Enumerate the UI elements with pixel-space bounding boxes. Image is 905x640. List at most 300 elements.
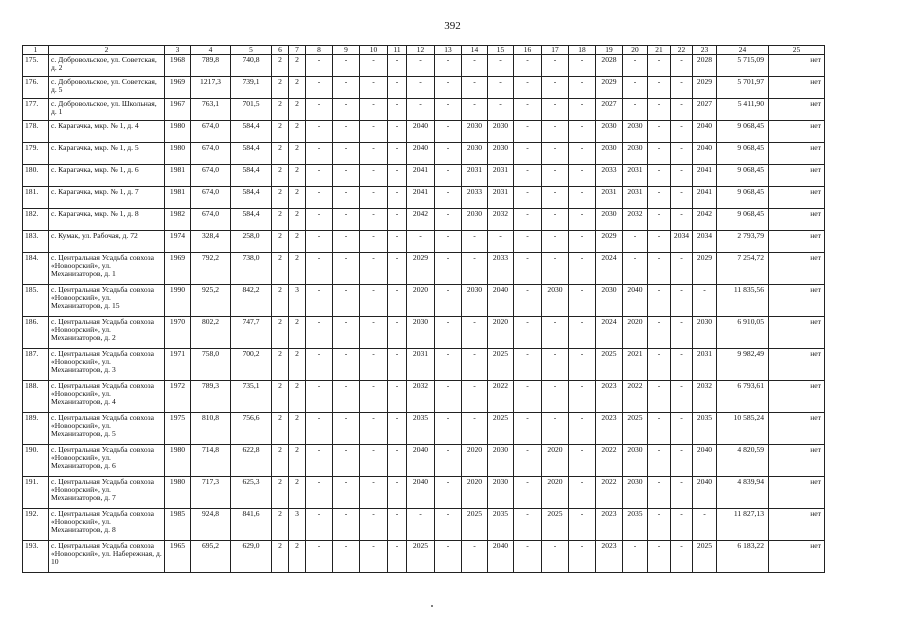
column-number-cell: 9 <box>333 46 360 55</box>
table-cell: 2022 <box>623 381 648 413</box>
table-cell: - <box>462 349 488 381</box>
table-cell: 717,3 <box>191 477 231 509</box>
table-cell: - <box>671 541 693 573</box>
table-cell: - <box>514 77 542 99</box>
table-cell: - <box>407 509 435 541</box>
table-cell: - <box>407 99 435 121</box>
table-cell: 2028 <box>596 55 623 77</box>
table-cell: 2025 <box>542 509 569 541</box>
table-cell: 2 <box>272 143 289 165</box>
table-cell: - <box>333 99 360 121</box>
table-cell: 2 <box>289 187 306 209</box>
table-cell: - <box>360 509 388 541</box>
address-cell: с. Центральная Усадьба совхоза «Новоорский», ул. Механизаторов, д. 8 <box>49 509 165 541</box>
table-cell: 2021 <box>623 349 648 381</box>
table-cell: 2030 <box>462 121 488 143</box>
table-cell: - <box>462 55 488 77</box>
table-cell: - <box>435 253 462 285</box>
table-cell: - <box>388 143 407 165</box>
table-cell: - <box>360 55 388 77</box>
table-cell: - <box>388 381 407 413</box>
table-cell: - <box>542 231 569 253</box>
table-cell: 700,2 <box>231 349 272 381</box>
table-cell: 2030 <box>488 477 514 509</box>
table-cell: 792,2 <box>191 253 231 285</box>
table-cell: - <box>306 381 333 413</box>
status-cell: нет <box>769 349 825 381</box>
table-cell: - <box>306 317 333 349</box>
table-cell: - <box>514 381 542 413</box>
table-cell: 1969 <box>165 77 191 99</box>
table-cell: - <box>407 77 435 99</box>
table-cell: 2 <box>289 477 306 509</box>
table-cell: 2023 <box>596 509 623 541</box>
column-number-cell: 10 <box>360 46 388 55</box>
table-cell: - <box>388 231 407 253</box>
table-cell: - <box>388 509 407 541</box>
table-cell: 584,4 <box>231 143 272 165</box>
table-cell: - <box>333 445 360 477</box>
table-cell: - <box>435 317 462 349</box>
table-cell: 2 <box>272 209 289 231</box>
table-cell: - <box>569 187 596 209</box>
table-cell: 2024 <box>596 253 623 285</box>
table-cell: 2030 <box>623 143 648 165</box>
table-cell: - <box>462 99 488 121</box>
table-cell: 2 <box>272 253 289 285</box>
table-cell: 3 <box>289 285 306 317</box>
table-cell: - <box>360 253 388 285</box>
column-number-cell: 16 <box>514 46 542 55</box>
table-cell: - <box>360 187 388 209</box>
table-cell: 2041 <box>407 165 435 187</box>
table-cell: 2023 <box>596 541 623 573</box>
table-row <box>23 285 825 317</box>
table-cell: 2030 <box>462 285 488 317</box>
table-cell: - <box>360 143 388 165</box>
table-cell: 2040 <box>407 445 435 477</box>
table-cell: - <box>435 165 462 187</box>
table-cell: - <box>514 349 542 381</box>
table-cell: - <box>671 121 693 143</box>
table-row <box>23 99 825 121</box>
table-cell: 2030 <box>462 143 488 165</box>
column-number-cell: 23 <box>693 46 717 55</box>
table-cell: - <box>388 349 407 381</box>
table-cell: - <box>514 187 542 209</box>
table-cell: 2 <box>272 187 289 209</box>
table-cell: 1990 <box>165 285 191 317</box>
status-cell: нет <box>769 445 825 477</box>
table-row <box>23 55 825 77</box>
table-cell: 2030 <box>596 143 623 165</box>
column-number-cell: 5 <box>231 46 272 55</box>
table-cell: - <box>514 541 542 573</box>
table-cell: - <box>333 121 360 143</box>
table-cell: - <box>648 143 671 165</box>
table-cell: 584,4 <box>231 121 272 143</box>
table-cell: 2 <box>272 165 289 187</box>
table-cell: 2029 <box>596 231 623 253</box>
column-number-cell: 25 <box>769 46 825 55</box>
table-cell: - <box>648 349 671 381</box>
table-cell: - <box>462 413 488 445</box>
table-cell: - <box>388 445 407 477</box>
table-cell: - <box>360 541 388 573</box>
table-cell: 674,0 <box>191 187 231 209</box>
table-cell: - <box>542 209 569 231</box>
status-cell: нет <box>769 477 825 509</box>
column-number-cell: 20 <box>623 46 648 55</box>
table-cell: 2023 <box>596 381 623 413</box>
table-row <box>23 209 825 231</box>
table-row <box>23 121 825 143</box>
table-row <box>23 541 825 573</box>
table-cell: - <box>623 55 648 77</box>
table-cell: - <box>514 143 542 165</box>
table-cell: 2020 <box>623 317 648 349</box>
table-cell: 674,0 <box>191 143 231 165</box>
table-cell: 2020 <box>542 477 569 509</box>
table-cell: - <box>648 477 671 509</box>
table-cell: 674,0 <box>191 121 231 143</box>
table-cell: 1969 <box>165 253 191 285</box>
table-cell: 2030 <box>596 121 623 143</box>
table-cell: - <box>462 77 488 99</box>
table-cell: 2024 <box>596 317 623 349</box>
table-cell: 2040 <box>407 477 435 509</box>
table-cell: - <box>648 445 671 477</box>
table-row <box>23 317 825 349</box>
table-cell: - <box>333 509 360 541</box>
table-cell: 2030 <box>488 121 514 143</box>
table-cell: 2025 <box>693 541 717 573</box>
table-cell: 2 <box>289 349 306 381</box>
table-cell: 2034 <box>693 231 717 253</box>
table-cell: 2040 <box>693 477 717 509</box>
column-number-cell: 15 <box>488 46 514 55</box>
table-cell: 674,0 <box>191 209 231 231</box>
table-cell: 714,8 <box>191 445 231 477</box>
table-cell: - <box>360 381 388 413</box>
table-cell: - <box>306 231 333 253</box>
table-cell: 1217,3 <box>191 77 231 99</box>
address-cell: с. Добровольское, ул. Советская, д. 5 <box>49 77 165 99</box>
table-cell: 2025 <box>488 413 514 445</box>
table-cell: 1980 <box>165 121 191 143</box>
address-cell: с. Карагачка, мкр. № 1, д. 6 <box>49 165 165 187</box>
table-cell: - <box>488 231 514 253</box>
table-cell: - <box>435 231 462 253</box>
table-cell: - <box>306 121 333 143</box>
table-cell: - <box>671 187 693 209</box>
table-cell: 2030 <box>623 121 648 143</box>
column-number-cell: 17 <box>542 46 569 55</box>
table-cell: 2030 <box>488 445 514 477</box>
table-cell: - <box>514 55 542 77</box>
column-number-header-row <box>23 46 825 55</box>
status-cell: нет <box>769 285 825 317</box>
table-cell: - <box>569 381 596 413</box>
table-cell: 2040 <box>488 541 514 573</box>
table-cell: 2 <box>272 55 289 77</box>
row-number-cell: 177. <box>23 99 49 121</box>
table-cell: 2025 <box>462 509 488 541</box>
table-cell: 674,0 <box>191 165 231 187</box>
address-cell: с. Центральная Усадьба совхоза «Новоорский», ул. Механизаторов, д. 7 <box>49 477 165 509</box>
table-cell: - <box>462 253 488 285</box>
cost-cell: 11 827,13 <box>717 509 769 541</box>
table-cell: 1971 <box>165 349 191 381</box>
table-cell: - <box>671 253 693 285</box>
table-cell: - <box>542 187 569 209</box>
table-cell: 2 <box>289 121 306 143</box>
table-cell: 629,0 <box>231 541 272 573</box>
status-cell: нет <box>769 317 825 349</box>
table-cell: 2035 <box>623 509 648 541</box>
status-cell: нет <box>769 121 825 143</box>
table-cell: 2029 <box>693 253 717 285</box>
table-row <box>23 187 825 209</box>
page-number: 392 <box>444 20 461 32</box>
table-cell: 2 <box>272 349 289 381</box>
address-cell: с. Добровольское, ул. Школьная, д. 1 <box>49 99 165 121</box>
table-cell: 2040 <box>488 285 514 317</box>
table-cell: - <box>360 121 388 143</box>
table-cell: 2030 <box>623 445 648 477</box>
table-cell: - <box>648 99 671 121</box>
table-cell: 1981 <box>165 165 191 187</box>
table-cell: - <box>360 445 388 477</box>
cost-cell: 6 910,05 <box>717 317 769 349</box>
row-number-cell: 185. <box>23 285 49 317</box>
table-cell: - <box>462 317 488 349</box>
cost-cell: 9 982,49 <box>717 349 769 381</box>
table-cell: - <box>388 317 407 349</box>
table-cell: - <box>569 477 596 509</box>
table-cell: - <box>542 253 569 285</box>
table-cell: - <box>360 349 388 381</box>
address-cell: с. Карагачка, мкр. № 1, д. 7 <box>49 187 165 209</box>
table-cell: - <box>514 121 542 143</box>
cost-cell: 11 835,56 <box>717 285 769 317</box>
table-cell: - <box>514 285 542 317</box>
address-cell: с. Центральная Усадьба совхоза «Новоорский», ул. Механизаторов, д. 15 <box>49 285 165 317</box>
table-cell: 2023 <box>596 413 623 445</box>
cost-cell: 5 701,97 <box>717 77 769 99</box>
table-cell: - <box>388 121 407 143</box>
table-cell: - <box>569 509 596 541</box>
table-cell: - <box>569 99 596 121</box>
table-cell: - <box>569 285 596 317</box>
table-cell: - <box>306 165 333 187</box>
table-cell: - <box>333 231 360 253</box>
table-cell: - <box>306 253 333 285</box>
row-number-cell: 181. <box>23 187 49 209</box>
table-cell: 2020 <box>488 317 514 349</box>
table-cell: 2022 <box>596 445 623 477</box>
table-cell: 2042 <box>693 209 717 231</box>
table-cell: 2040 <box>623 285 648 317</box>
row-number-cell: 175. <box>23 55 49 77</box>
status-cell: нет <box>769 99 825 121</box>
table-cell: - <box>569 413 596 445</box>
address-cell: с. Центральная Усадьба совхоза «Новоорский», ул. Механизаторов, д. 2 <box>49 317 165 349</box>
table-cell: - <box>435 187 462 209</box>
table-cell: - <box>542 541 569 573</box>
table-cell: - <box>388 99 407 121</box>
table-cell: - <box>333 187 360 209</box>
table-cell: - <box>333 165 360 187</box>
table-cell: 842,2 <box>231 285 272 317</box>
table-cell: 2035 <box>693 413 717 445</box>
table-cell: - <box>388 165 407 187</box>
table-cell: - <box>514 231 542 253</box>
table-cell: - <box>333 253 360 285</box>
status-cell: нет <box>769 381 825 413</box>
table-cell: - <box>333 381 360 413</box>
table-cell: - <box>360 413 388 445</box>
status-cell: нет <box>769 165 825 187</box>
table-cell: - <box>306 541 333 573</box>
table-cell: 2020 <box>407 285 435 317</box>
table-cell: - <box>435 381 462 413</box>
row-number-cell: 192. <box>23 509 49 541</box>
table-cell: 1981 <box>165 187 191 209</box>
table-cell: 1967 <box>165 99 191 121</box>
column-number-cell: 1 <box>23 46 49 55</box>
table-cell: - <box>569 55 596 77</box>
table-cell: 1965 <box>165 541 191 573</box>
table-cell: - <box>388 541 407 573</box>
table-cell: - <box>333 349 360 381</box>
table-cell: 810,8 <box>191 413 231 445</box>
table-cell: 258,0 <box>231 231 272 253</box>
table-cell: 2 <box>289 381 306 413</box>
table-row <box>23 477 825 509</box>
table-cell: 584,4 <box>231 209 272 231</box>
table-cell: 1980 <box>165 477 191 509</box>
table-cell: - <box>648 509 671 541</box>
table-cell: 701,5 <box>231 99 272 121</box>
table-cell: - <box>569 77 596 99</box>
column-number-cell: 7 <box>289 46 306 55</box>
table-cell: - <box>569 445 596 477</box>
status-cell: нет <box>769 55 825 77</box>
table-cell: 2 <box>272 445 289 477</box>
table-cell: 2025 <box>623 413 648 445</box>
table-cell: - <box>407 231 435 253</box>
table-row <box>23 165 825 187</box>
table-cell: - <box>306 349 333 381</box>
table-cell: - <box>648 209 671 231</box>
column-number-cell: 11 <box>388 46 407 55</box>
cost-cell: 9 068,45 <box>717 187 769 209</box>
table-cell: - <box>514 509 542 541</box>
table-cell: 625,3 <box>231 477 272 509</box>
table-cell: - <box>306 77 333 99</box>
table-cell: 2035 <box>407 413 435 445</box>
table-cell: - <box>542 349 569 381</box>
column-number-cell: 6 <box>272 46 289 55</box>
row-number-cell: 187. <box>23 349 49 381</box>
table-cell: 2032 <box>693 381 717 413</box>
table-cell: - <box>623 77 648 99</box>
column-number-cell: 13 <box>435 46 462 55</box>
table-cell: - <box>306 99 333 121</box>
table-cell: 1980 <box>165 143 191 165</box>
row-number-cell: 188. <box>23 381 49 413</box>
address-cell: с. Кумак, ул. Рабочая, д. 72 <box>49 231 165 253</box>
table-cell: 2 <box>272 317 289 349</box>
row-number-cell: 182. <box>23 209 49 231</box>
table-cell: 789,8 <box>191 55 231 77</box>
table-cell: 2029 <box>596 77 623 99</box>
table-cell: 2031 <box>623 165 648 187</box>
table-cell: - <box>514 477 542 509</box>
table-cell: - <box>333 317 360 349</box>
table-cell: 2020 <box>542 445 569 477</box>
table-cell: - <box>623 253 648 285</box>
cost-cell: 6 793,61 <box>717 381 769 413</box>
table-cell: 2030 <box>693 317 717 349</box>
table-cell: 2 <box>272 477 289 509</box>
table-cell: - <box>488 99 514 121</box>
table-cell: - <box>388 77 407 99</box>
table-cell: - <box>569 143 596 165</box>
row-number-cell: 183. <box>23 231 49 253</box>
table-cell: 1968 <box>165 55 191 77</box>
table-cell: - <box>569 253 596 285</box>
table-cell: 2022 <box>488 381 514 413</box>
table-cell: 2 <box>272 509 289 541</box>
table-cell: 2030 <box>407 317 435 349</box>
table-row <box>23 231 825 253</box>
table-cell: 2030 <box>596 209 623 231</box>
scan-speck <box>431 605 433 607</box>
table-cell: - <box>333 77 360 99</box>
column-number-cell: 3 <box>165 46 191 55</box>
table-cell: 2 <box>289 413 306 445</box>
status-cell: нет <box>769 541 825 573</box>
status-cell: нет <box>769 253 825 285</box>
address-cell: с. Центральная Усадьба совхоза «Новоорский», ул. Механизаторов, д. 3 <box>49 349 165 381</box>
table-cell: - <box>488 77 514 99</box>
table-cell: - <box>569 165 596 187</box>
table-cell: - <box>388 253 407 285</box>
table-cell: 2031 <box>488 187 514 209</box>
column-number-cell: 19 <box>596 46 623 55</box>
table-cell: 2022 <box>596 477 623 509</box>
table-cell: - <box>648 317 671 349</box>
table-cell: 2042 <box>407 209 435 231</box>
table-cell: - <box>462 381 488 413</box>
table-cell: 2029 <box>693 77 717 99</box>
row-number-cell: 190. <box>23 445 49 477</box>
status-cell: нет <box>769 231 825 253</box>
table-cell: - <box>388 55 407 77</box>
table-cell: - <box>435 349 462 381</box>
status-cell: нет <box>769 509 825 541</box>
table-cell: - <box>671 209 693 231</box>
table-cell: 1970 <box>165 317 191 349</box>
table-cell: 841,6 <box>231 509 272 541</box>
housing-register-table <box>22 45 825 573</box>
row-number-cell: 184. <box>23 253 49 285</box>
table-cell: 2032 <box>488 209 514 231</box>
table-cell: - <box>671 509 693 541</box>
table-cell: - <box>435 209 462 231</box>
